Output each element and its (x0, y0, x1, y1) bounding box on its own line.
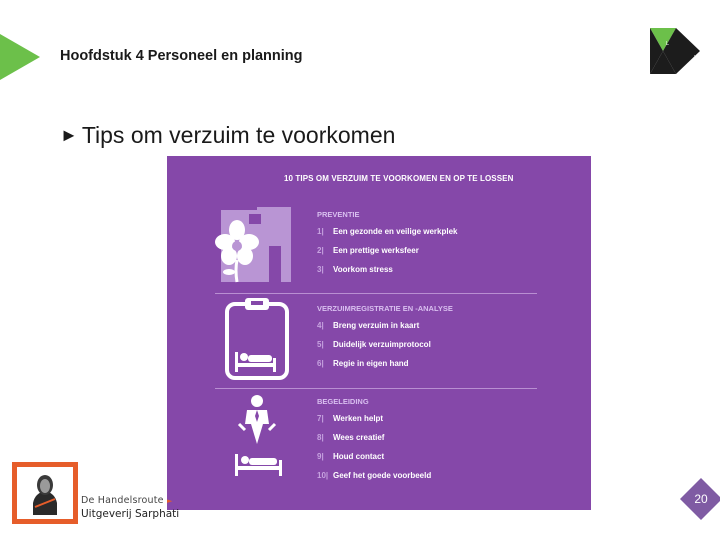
arrow-right-icon: ► (166, 497, 173, 505)
tip-text: Een prettige werksfeer (333, 246, 419, 255)
corner-logo-icon (650, 28, 700, 74)
section-title-preventie: PREVENTIE (317, 210, 360, 219)
tip-text: Houd contact (333, 452, 385, 461)
tip-text: Een gezonde en veilige werkplek (333, 227, 458, 236)
corner-logo-letter-1: L (666, 41, 669, 47)
infographic-panel (167, 156, 591, 510)
slide-title-text: Tips om verzuim te voorkomen (81, 122, 396, 148)
flower-building-icon (209, 204, 295, 284)
tip-number: 2| (317, 246, 324, 255)
bullet-arrow-icon: ► (60, 125, 78, 145)
tip-number: 10| (317, 471, 329, 480)
tip-item (317, 471, 431, 480)
section-divider (215, 293, 537, 294)
page-number: 20 (694, 492, 708, 506)
tip-item (317, 359, 409, 368)
corner-logo-letter-2: I (694, 55, 696, 61)
publisher-name-2: Uitgeverij Sarphati (81, 508, 180, 520)
tip-item (317, 321, 419, 330)
tip-number: 1| (317, 227, 324, 236)
tip-number: 3| (317, 265, 324, 274)
tip-number: 7| (317, 414, 324, 423)
tip-number: 6| (317, 359, 324, 368)
chapter-title: Hoofdstuk 4 Personeel en planning (60, 48, 303, 64)
tip-text: Geef het goede voorbeeld (333, 471, 432, 480)
infographic-title: 10 TIPS OM VERZUIM TE VOORKOMEN EN OP TE LOSSEN (284, 174, 514, 183)
section-title-verzuimregistratie: VERZUIMREGISTRATIE EN -ANALYSE (317, 304, 453, 313)
slide-title (60, 122, 395, 149)
tip-item (317, 452, 384, 461)
tip-item (317, 265, 393, 274)
tip-text: Breng verzuim in kaart (333, 321, 420, 330)
tip-item (317, 340, 431, 349)
tip-text: Duidelijk verzuimprotocol (333, 340, 431, 349)
section-title-begeleiding: BEGELEIDING (317, 397, 369, 406)
tip-text: Wees creatief (333, 433, 385, 442)
tip-number: 4| (317, 321, 324, 330)
coach-patient-icon (225, 394, 291, 478)
publisher-logo (12, 462, 78, 524)
tip-number: 5| (317, 340, 324, 349)
tip-item (317, 246, 419, 255)
tip-number: 9| (317, 452, 324, 461)
tip-number: 8| (317, 433, 324, 442)
green-triangle-accent (0, 34, 40, 80)
publisher-name-1-text: De Handelsroute (81, 495, 164, 506)
clipboard-bed-icon (221, 296, 293, 380)
tip-item (317, 414, 383, 423)
tip-text: Werken helpt (333, 414, 384, 423)
tip-text: Regie in eigen hand (333, 359, 409, 368)
tip-text: Voorkom stress (333, 265, 393, 274)
section-divider (215, 388, 537, 389)
tip-item (317, 227, 458, 236)
publisher-name-1 (81, 495, 173, 506)
tip-item (317, 433, 384, 442)
publisher-logo-frame (17, 467, 73, 519)
portrait-icon (25, 473, 65, 515)
